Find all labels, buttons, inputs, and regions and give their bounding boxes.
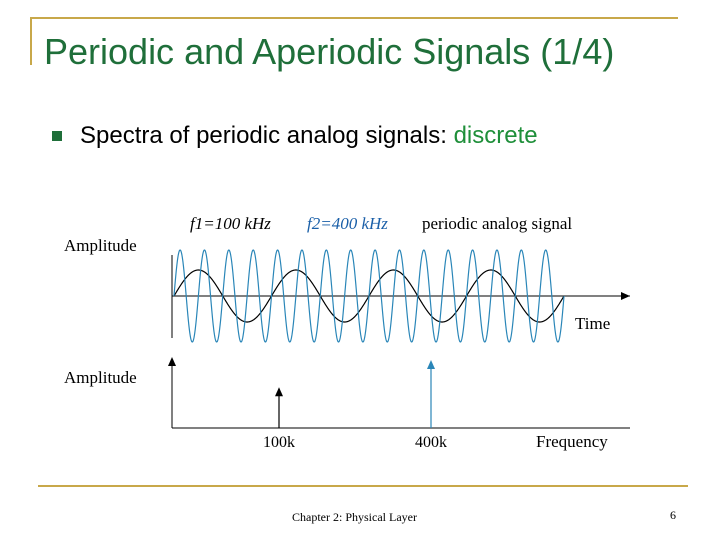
time-plot [172,250,630,342]
spectrum-y-label: Amplitude [64,368,137,387]
spectral-arrow-100k [275,387,283,396]
page-number: 6 [670,508,676,522]
bullet-label: Spectra of periodic analog signals: [80,122,454,149]
spectral-arrow-400k [427,360,435,369]
tick-label-400k: 400k [415,434,447,451]
time-plot-y-label: Amplitude [64,236,137,255]
slide-title: Periodic and Aperiodic Signals (1/4) [44,31,615,72]
f1-label: f1=100 kHz [190,214,271,233]
spectrum-y-arrow-icon [168,357,176,366]
f2-label: f2=400 kHz [307,214,388,233]
time-axis-arrow-icon [621,292,630,300]
frequency-axis-label: Frequency [536,432,608,451]
footer-chapter: Chapter 2: Physical Layer [292,510,417,524]
time-axis-label: Time [575,314,611,333]
tick-label-100k: 100k [263,434,295,451]
signal-label: periodic analog signal [422,214,573,233]
spectrum-plot [168,357,630,428]
bullet-highlight: discrete [453,122,538,149]
